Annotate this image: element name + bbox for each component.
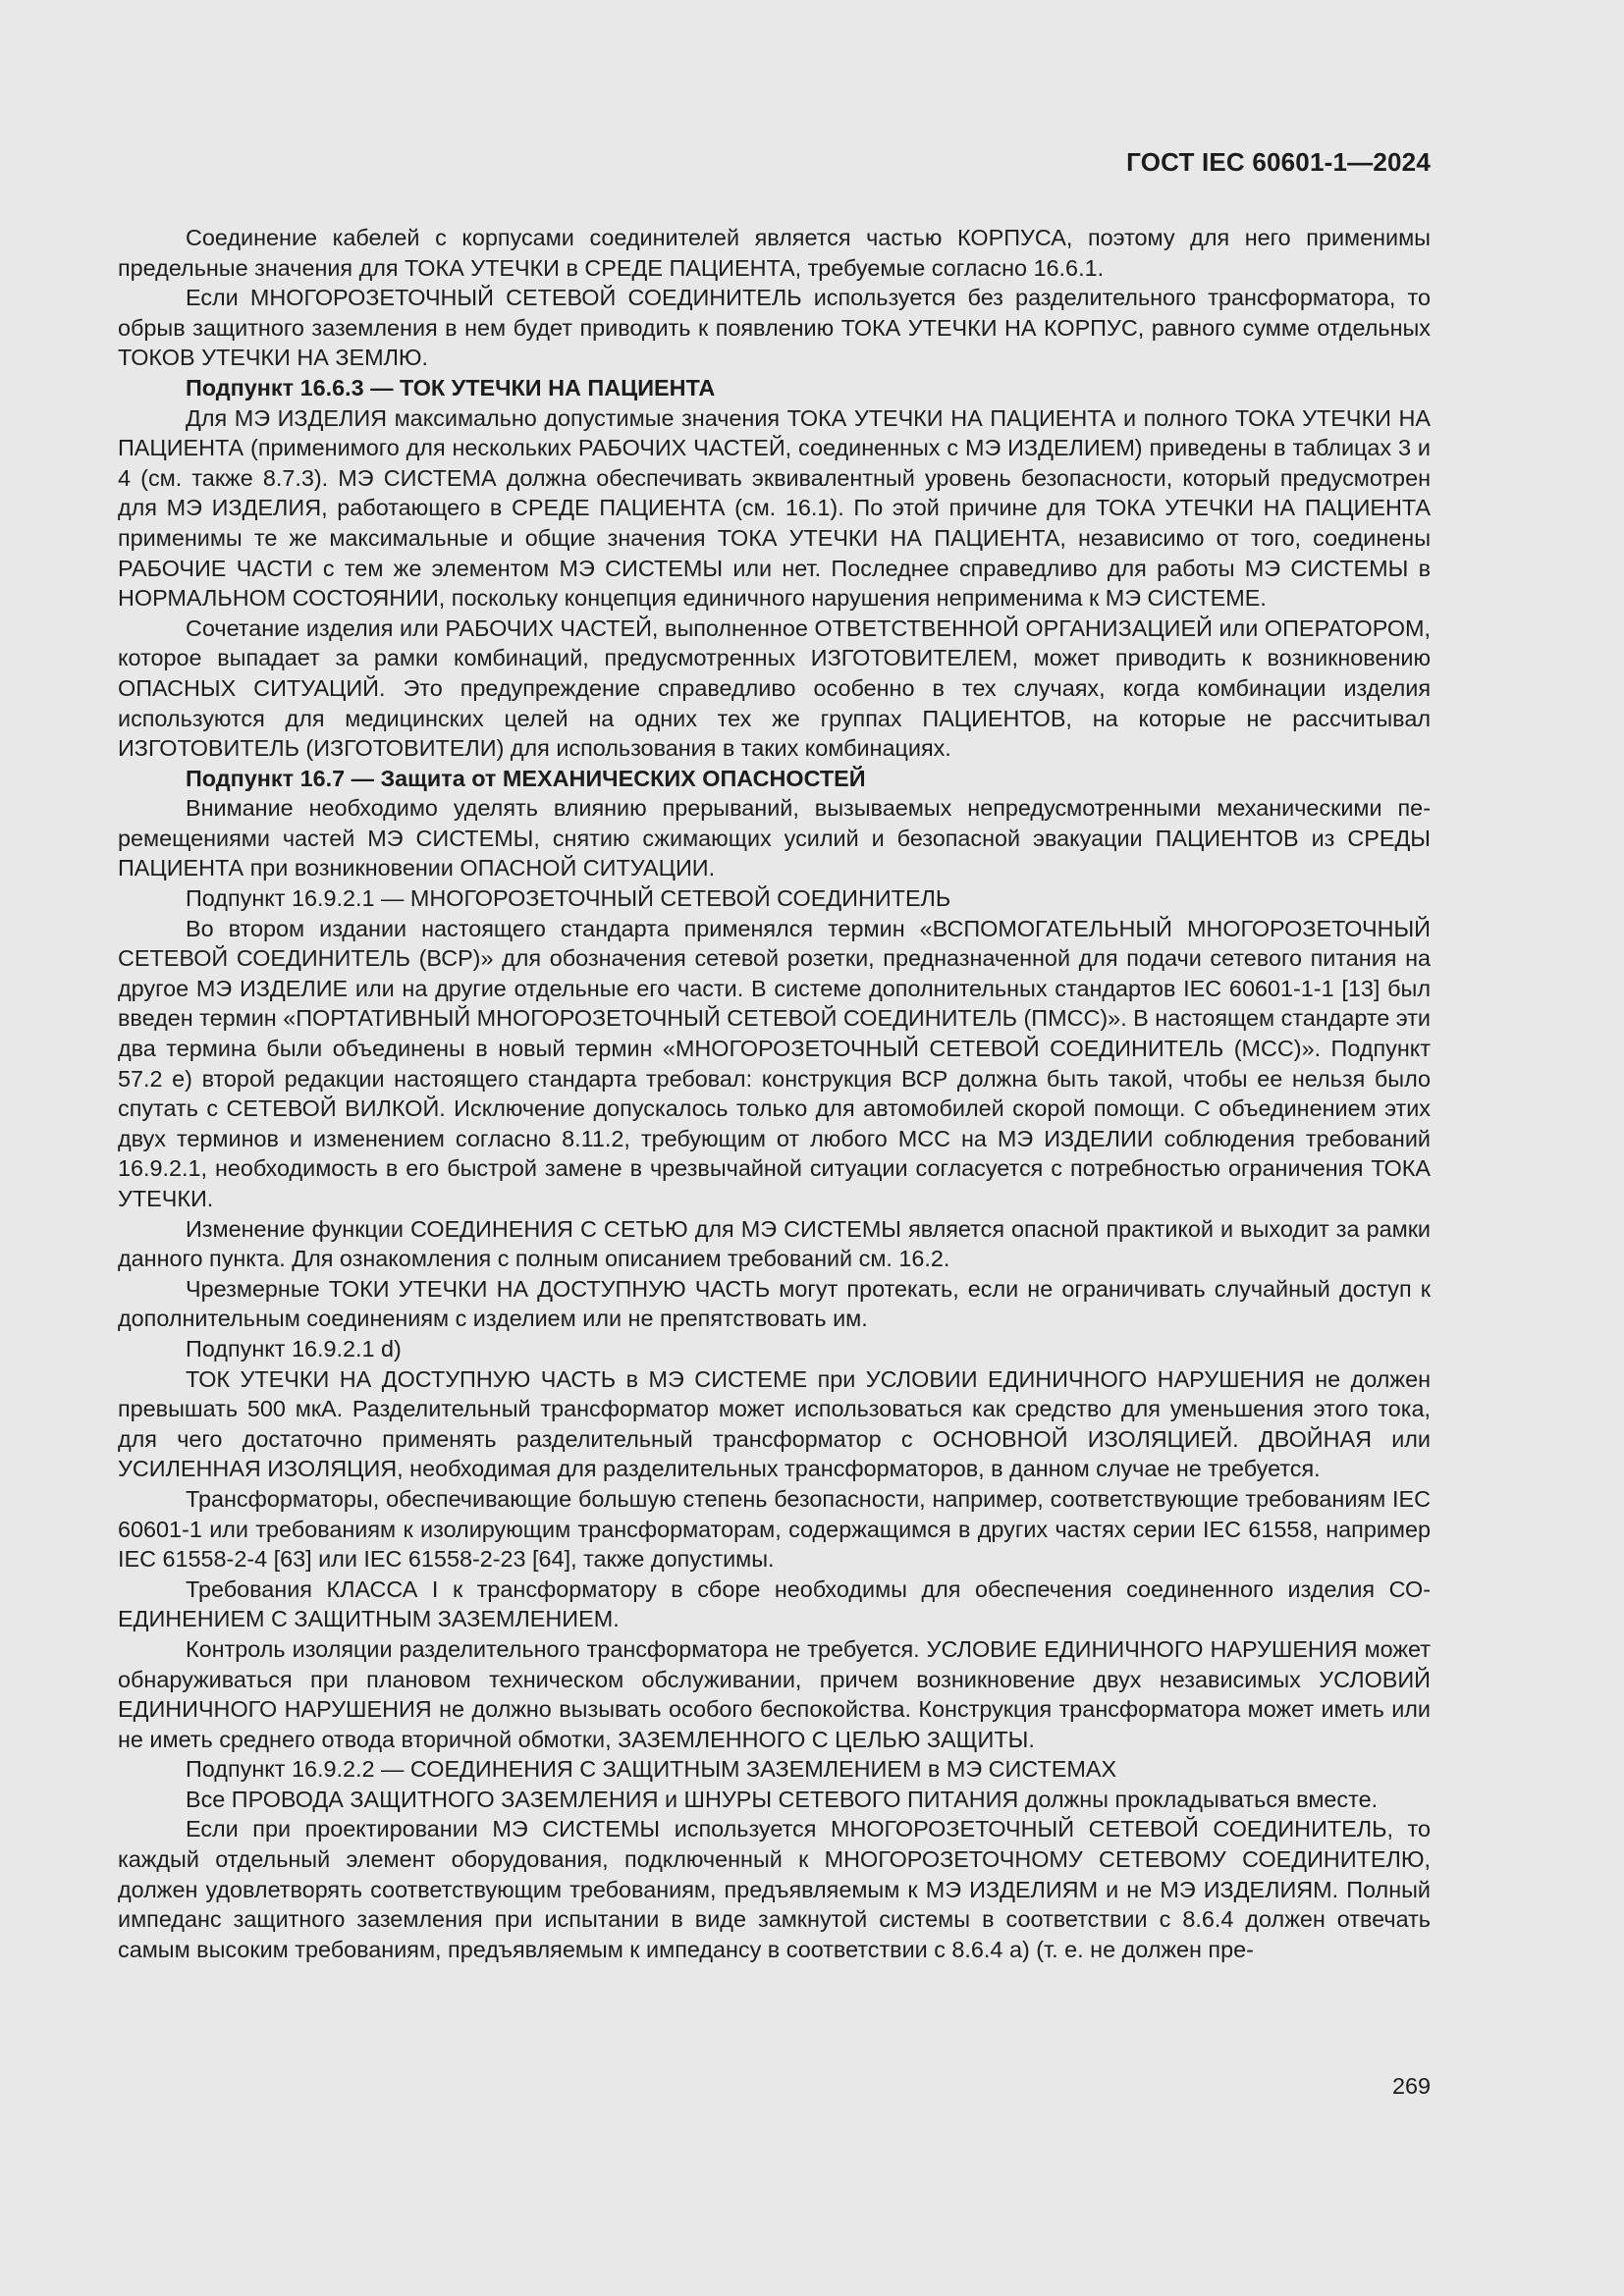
paragraph: Внимание необходимо уделять влиянию прерываний, вызываемых непредусмотренными механическими перемещениями частей МЭ СИСТЕМЫ, снятию сжимающих усилий и безопасной эвакуации ПАЦИЕНТОВ из СРЕДЫ ПАЦИЕНТА при возникновении ОПАСНОЙ СИТУАЦИИ. bbox=[118, 795, 1431, 881]
paragraph: Чрезмерные ТОКИ УТЕЧКИ НА ДОСТУПНУЮ ЧАСТЬ могут протекать, если не ограничивать случайный доступ к дополнительным соединениям с изделием или не препятствовать им. bbox=[118, 1275, 1431, 1332]
paragraph: Если МНОГОРОЗЕТОЧНЫЙ СЕТЕВОЙ СОЕДИНИТЕЛЬ используется без разделительного трансформатора, то обрыв защитного заземления в нем будет приводить к появлению ТОКА УТЕЧКИ НА КОРПУС, равного сумме отдельных ТОКОВ УТЕЧКИ НА ЗЕМЛЮ. bbox=[118, 285, 1431, 371]
paragraph: Если при проектировании МЭ СИСТЕМЫ используется МНОГОРОЗЕТОЧНЫЙ СЕТЕВОЙ СОЕДИНИТЕЛЬ, то каждый отдельный элемент оборудования, подключенный к МНОГОРОЗЕТОЧНОМУ СЕТЕВОМУ СОЕДИНИТЕЛЮ, должен удовлетворять соответствующим требованиям, предъявляемым к МЭ ИЗДЕЛИЯМ и не МЭ ИЗДЕЛИЯМ. Полный импеданс защитного заземления при испытании в виде замкнутой системы в соответствии с 8.6.4 должен отвечать самым высоким требованиям, предъявляемым к импедансу в соответствии с 8.6.4 а) (т. е. не должен пре- bbox=[118, 1816, 1431, 1962]
paragraph: Для МЭ ИЗДЕЛИЯ максимально допустимые значения ТОКА УТЕЧКИ НА ПАЦИЕНТА и полного ТОКА УТЕЧКИ НА ПАЦИЕНТА (применимого для нескольких РАБОЧИХ ЧАСТЕЙ, соединенных с МЭ ИЗДЕЛИЕМ) приведены в таблицах 3 и 4 (см. также 8.7.3). МЭ СИСТЕМА должна обеспечивать эквивалентный уровень безопасности, который предусмотрен для МЭ ИЗДЕЛИЯ, работающего в СРЕДЕ ПАЦИЕНТА (см. 16.1). По этой причине для ТОКА УТЕЧКИ НА ПАЦИЕНТА применимы те же максимальные и общие значения ТОКА УТЕЧКИ НА ПАЦИЕНТА, независимо от того, соединены РАБОЧИЕ ЧАСТИ с тем же элементом МЭ СИСТЕМЫ или нет. Последнее справедливо для работы МЭ СИСТЕМЫ в НОРМАЛЬНОМ СОСТОЯНИИ, поскольку концепция единичного нарушения неприменима к МЭ СИСТЕМЕ. bbox=[118, 404, 1431, 612]
section-heading: Подпункт 16.6.3 — ТОК УТЕЧКИ НА ПАЦИЕНТА bbox=[186, 374, 716, 400]
section-heading: Подпункт 16.7 — Защита от МЕХАНИЧЕСКИХ ОПАСНОСТЕЙ bbox=[186, 765, 866, 791]
document-body bbox=[118, 223, 1431, 1964]
paragraph: Контроль изоляции разделительного трансформатора не требуется. УСЛОВИЕ ЕДИНИЧНОГО НАРУШЕНИЯ может обнаруживаться при плановом техническом обслуживании, причем возникновение двух независимых УСЛОВИЙ ЕДИНИЧНОГО НАРУШЕНИЯ не должно вызывать особого беспокойства. Конструкция трансформатора может иметь или не иметь среднего отвода вторичной обмотки, ЗАЗЕМЛЕННОГО С ЦЕЛЬЮ ЗАЩИТЫ. bbox=[118, 1635, 1431, 1752]
paragraph: Сочетание изделия или РАБОЧИХ ЧАСТЕЙ, выполненное ОТВЕТСТВЕННОЙ ОРГАНИЗАЦИЕЙ или ОПЕРАТОРОМ, которое выпадает за рамки комбинаций, предусмотренных ИЗГОТОВИТЕЛЕМ, может приводить к возникновению ОПАСНЫХ СИТУАЦИЙ. Это предупреждение справедливо особенно в тех случаях, когда комбинации изделия используются для медицинских целей на одних тех же группах ПАЦИЕНТОВ, на которые не рассчитывал ИЗГОТОВИТЕЛЬ (ИЗГОТОВИТЕЛИ) для использования в таких комбинациях. bbox=[118, 614, 1431, 762]
page-number: 269 bbox=[1391, 2073, 1431, 2099]
paragraph: Требования КЛАССА I к трансформатору в сборе необходимы для обеспечения соединенного изделия СОЕДИНЕНИЕМ С ЗАЩИТНЫМ ЗАЗЕМЛЕНИЕМ. bbox=[118, 1575, 1431, 1632]
paragraph: Трансформаторы, обеспечивающие большую степень безопасности, например, соответствующие требованиям IEC 60601-1 или требованиям к изолирующим трансформаторам, содержащимся в других частях серии IEC 61558, например IEC 61558-2-4 [63] или IEC 61558-2-23 [64], также допустимы. bbox=[118, 1485, 1431, 1573]
paragraph: ТОК УТЕЧКИ НА ДОСТУПНУЮ ЧАСТЬ в МЭ СИСТЕМЕ при УСЛОВИИ ЕДИНИЧНОГО НАРУШЕНИЯ не должен превышать 500 мкА. Разделительный трансформатор может использоваться как средство для уменьшения этого тока, для чего достаточно применять разделительный трансформатор с ОСНОВНОЙ ИЗОЛЯЦИЕЙ. ДВОЙНАЯ или УСИЛЕННАЯ ИЗОЛЯЦИЯ, необходимая для разделительных трансформаторов, в данном случае не требуется. bbox=[118, 1365, 1431, 1482]
subsection-heading: Подпункт 16.9.2.2 — СОЕДИНЕНИЯ С ЗАЩИТНЫМ ЗАЗЕМЛЕНИЕМ в МЭ СИСТЕМАХ bbox=[186, 1756, 1117, 1783]
page-header-doc-code: ГОСТ IEC 60601-1—2024 bbox=[1126, 147, 1431, 177]
paragraph: Соединение кабелей с корпусами соединителей является частью КОРПУСА, поэтому для него применимы предельные значения для ТОКА УТЕЧКИ в СРЕДЕ ПАЦИЕНТА, требуемые согласно 16.6.1. bbox=[118, 225, 1431, 281]
subsection-heading: Подпункт 16.9.2.1 d) bbox=[186, 1335, 402, 1362]
subsection-heading: Подпункт 16.9.2.1 — МНОГОРОЗЕТОЧНЫЙ СЕТЕВОЙ СОЕДИНИТЕЛЬ bbox=[186, 885, 951, 912]
paragraph: Изменение функции СОЕДИНЕНИЯ С СЕТЬЮ для МЭ СИСТЕМЫ является опасной практикой и выходит за рамки данного пункта. Для ознакомления с полным описанием требований см. 16.2. bbox=[118, 1215, 1431, 1272]
paragraph: Все ПРОВОДА ЗАЩИТНОГО ЗАЗЕМЛЕНИЯ и ШНУРЫ СЕТЕВОГО ПИТАНИЯ должны прокладываться вместе. bbox=[186, 1786, 1379, 1812]
paragraph: Во втором издании настоящего стандарта применялся термин «ВСПОМОГАТЕЛЬНЫЙ МНОГОРОЗЕТОЧНЫЙ СЕТЕВОЙ СОЕДИНИТЕЛЬ (ВСР)» для обозначения сетевой розетки, предназначенной для подачи сетевого питания на другое МЭ ИЗДЕЛИЕ или на другие отдельные его части. В системе дополнительных стандартов IEC 60601-1-1 [13] был введен термин «ПОРТАТИВНЫЙ МНОГОРОЗЕТОЧНЫЙ СЕТЕВОЙ СОЕДИНИТЕЛЬ (ПМСС)». В настоящем стандарте эти два термина были объединены в новый термин «МНОГОРОЗЕТОЧНЫЙ СЕТЕВОЙ СОЕДИНИТЕЛЬ (МСС)». Подпункт 57.2 е) второй редакции настоящего стандарта требовал: конструкция ВСР должна быть такой, чтобы ее нельзя было спутать с СЕТЕВОЙ ВИЛКОЙ. Исключение допускалось только для автомобилей скорой помощи. С объединением этих двух терминов и изменением согласно 8.11.2, требующим от любого МСС на МЭ ИЗДЕЛИИ соблюдения требований 16.9.2.1, необходимость в его быстрой замене в чрезвычайной ситуации согласуется с потребностью ограничения ТОКА УТЕЧКИ. bbox=[118, 915, 1431, 1211]
